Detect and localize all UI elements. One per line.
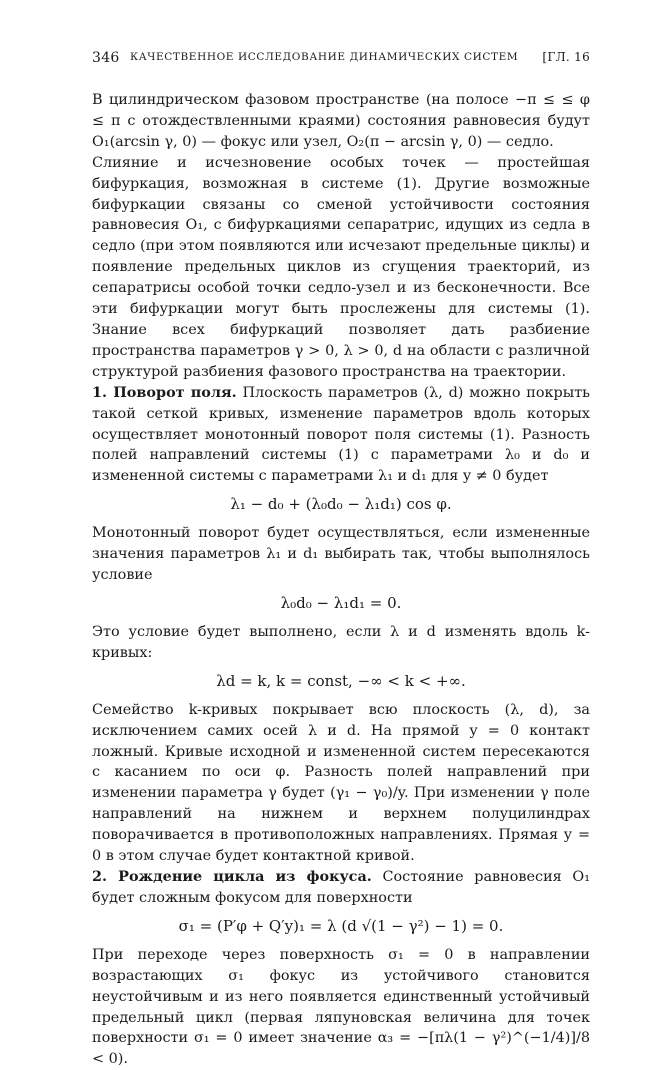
page-body	[92, 90, 590, 1070]
page-number: 346	[92, 50, 120, 66]
formula-field-difference: λ₁ − d₀ + (λ₀d₀ − λ₁d₁) cos φ.	[230, 495, 452, 514]
section-1-text: Плоскость параметров (λ, d) можно покрыть такой сеткой кривых, изменение параметров вдоль которых осуществляет монотонный поворот поля системы (1). Разность полей направлений системы (1) с параметрами λ₀ и d₀ и измененной системы с параметрами λ₁ и d₁ для y ≠ 0 будет	[92, 384, 591, 485]
formula-sigma: σ₁ = (P′φ + Q′y)₁ = λ (d √(1 − γ²) − 1) = 0.	[178, 916, 504, 935]
section-1-paragraph	[92, 383, 590, 488]
section-2-paragraph	[92, 867, 590, 909]
section-1-heading: 1. Поворот поля.	[92, 383, 237, 401]
paragraph-focus-cycle: При переходе через поверхность σ₁ = 0 в направлении возрастающих σ₁ фокус из устойчивого становится неустойчивым и из него появляется единственный устойчивый предельный цикл (первая ляпуновская величина для точек поверхности σ₁ = 0 имеет значение α₃ = −[πλ(1 − γ²)^(−1/4)]/8 < 0).	[92, 946, 590, 1068]
paragraph-k-family: Семейство k-кривых покрывает всю плоскость (λ, d), за исключением самих осей λ и d. На прямой y = 0 контакт ложный. Кривые исходной и измененной систем пересекаются с касанием по оси φ. Разность полей направлений при изменении параметра γ будет (γ₁ − γ₀)/y. При изменении γ поле направлений на нижнем и верхнем полуцилиндрах поворачивается в противоположных направлениях. Прямая y = 0 в этом случае будет контактной кривой.	[92, 701, 590, 865]
chapter-label: [ГЛ. 16	[542, 50, 590, 64]
running-title: КАЧЕСТВЕННОЕ ИССЛЕДОВАНИЕ ДИНАМИЧЕСКИХ СИСТЕМ	[130, 51, 519, 63]
section-2-heading: 2. Рождение цикла из фокуса.	[92, 868, 372, 885]
paragraph-monotone-rotation: Монотонный поворот будет осуществляться, если измененные значения параметров λ₁ и d₁ выбирать так, чтобы выполнялось условие	[92, 525, 590, 584]
paragraph-k-curves-intro: Это условие будет выполнено, если λ и d изменять вдоль k-кривых:	[92, 623, 590, 661]
running-header	[92, 50, 590, 70]
paragraph-bifurcations: Слияние и исчезновение особых точек — простейшая бифуркация, возможная в системе (1). Другие возможные бифуркации связаны со сменой устойчивости состояния равновесия O₁, с бифуркациями сепаратрис, идущих из седла в седло (при этом появляются или исчезают предельные циклы) и появление предельных циклов из сгущения траекторий, из сепаратрисы особой точки седло-узел и из бесконечности. Все эти бифуркации могут быть прослежены для системы (1). Знание всех бифуркаций позволяет дать разбиение пространства параметров γ > 0, λ > 0, d на области с различной структурой разбиения фазового пространства на траектории.	[92, 154, 590, 380]
paragraph-phase-space: В цилиндрическом фазовом пространстве (на полосе −π ≤ ≤ φ ≤ π с отождествленными краями) состояния равновесия будут O₁(arcsin γ, 0) — фокус или узел, O₂(π − arcsin γ, 0) — седло.	[92, 92, 590, 150]
formula-condition: λ₀d₀ − λ₁d₁ = 0.	[280, 593, 402, 612]
formula-k-curves: λd = k, k = const, −∞ < k < +∞.	[216, 671, 466, 690]
section-2-text: Состояние равновесия O₁ будет сложным фокусом для поверхности	[92, 869, 590, 906]
